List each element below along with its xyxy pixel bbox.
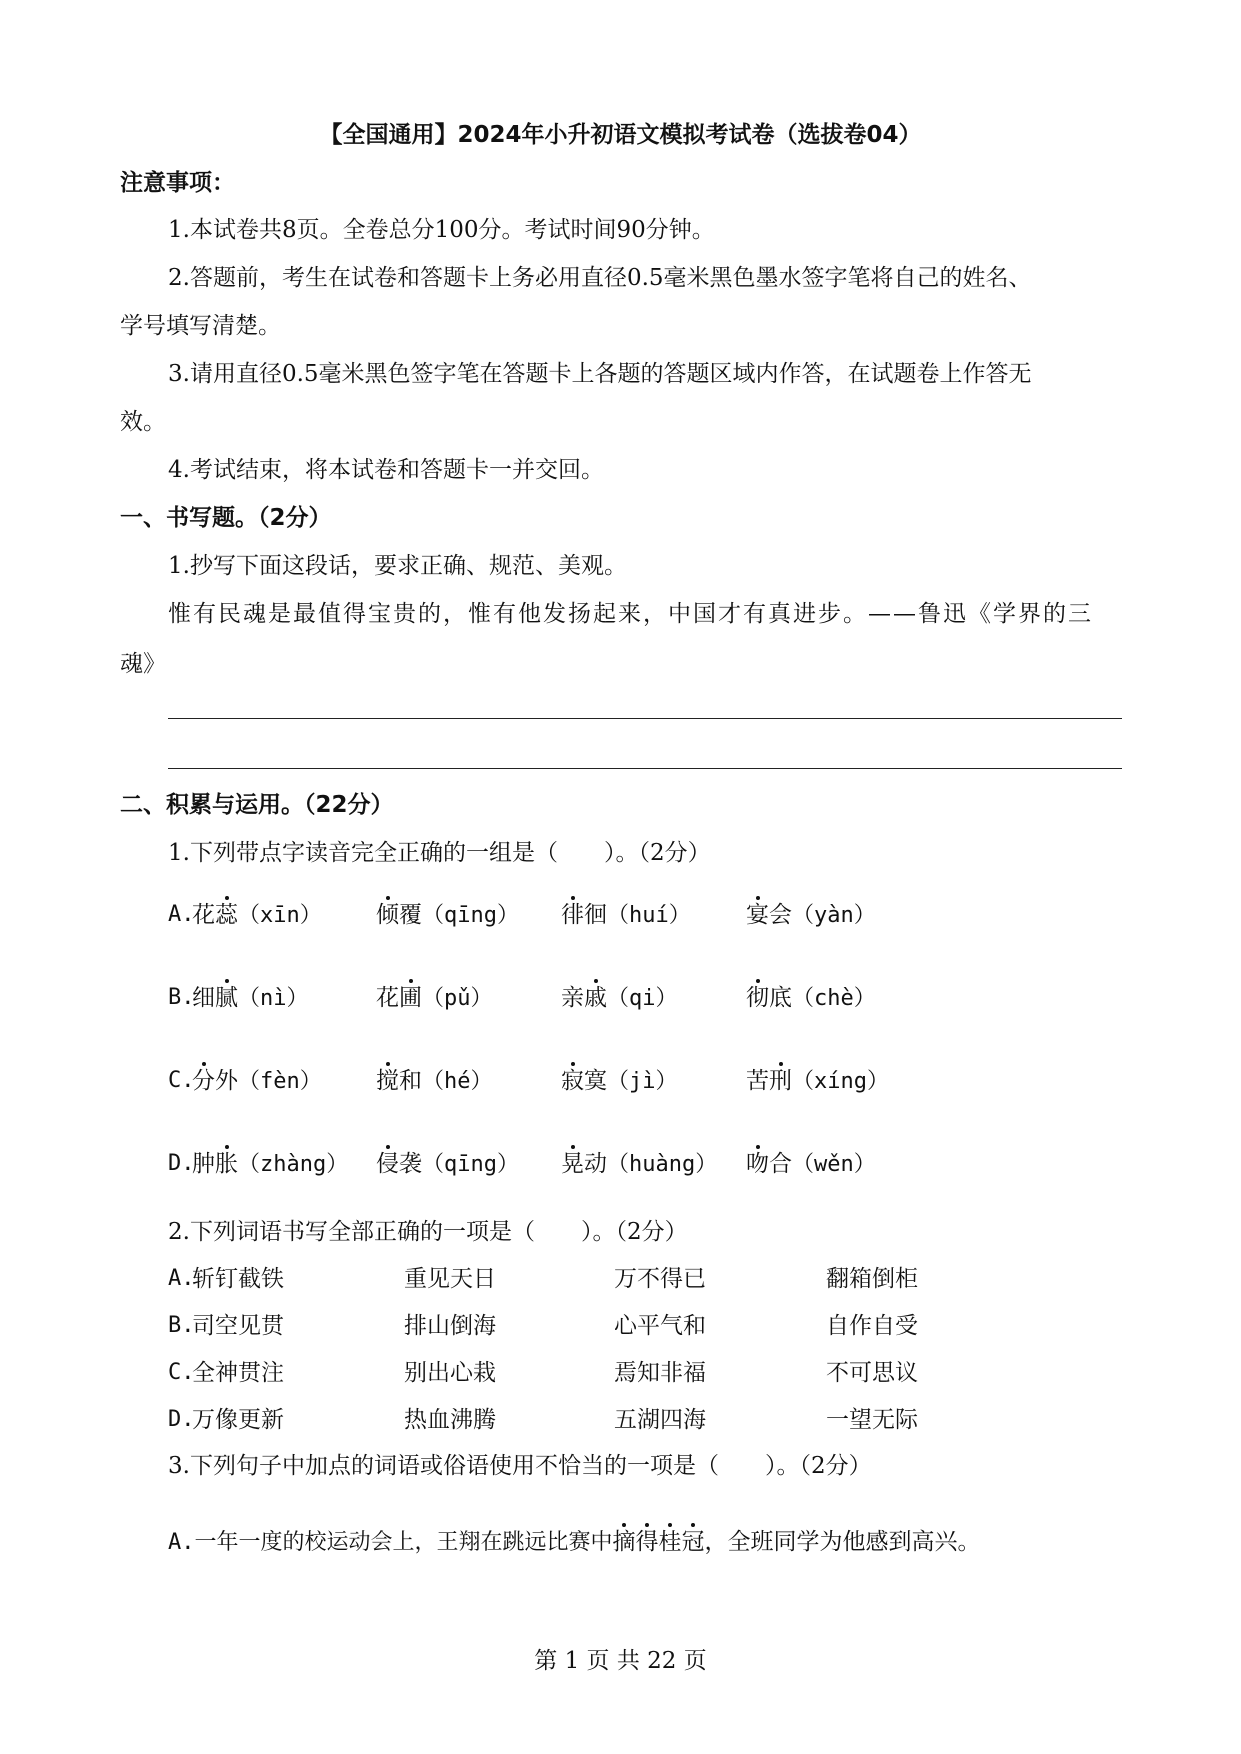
q2-option-word: 斩钉截铁 — [192, 1266, 284, 1292]
q2-option-word: 热血沸腾 — [404, 1407, 496, 1433]
pinyin: （jì） — [607, 1069, 678, 1094]
q3-stem: 3.下列句子中加点的词语或俗语使用不恰当的一项是（ ）。（2分） — [168, 1453, 872, 1479]
pinyin: （fèn） — [238, 1069, 322, 1094]
dotted-char: 胀 — [215, 1151, 238, 1177]
q2-option-letter: B. — [168, 1313, 195, 1338]
q1-option-item — [192, 983, 309, 1014]
pinyin: （chè） — [792, 986, 876, 1011]
dotted-char: 倾 — [376, 902, 399, 928]
q1-option-letter: B. — [168, 985, 195, 1010]
item-char: 外 — [215, 1068, 238, 1094]
item-char: 亲 — [561, 985, 584, 1011]
dotted-char: 宴 — [746, 902, 769, 928]
q1-option-letter: C. — [168, 1068, 195, 1093]
dotted-char: 侵 — [376, 1151, 399, 1177]
dotted-char: 得 — [635, 1529, 659, 1555]
q1-option-item — [376, 900, 519, 931]
q1-option-item — [746, 1066, 889, 1097]
pinyin: （xīn） — [238, 903, 322, 928]
q2-option-word: 焉知非福 — [614, 1360, 706, 1386]
item-char: 和 — [399, 1068, 422, 1094]
q2-option-word: 排山倒海 — [404, 1313, 496, 1339]
pinyin: （wěn） — [792, 1152, 876, 1177]
dotted-char: 搅 — [376, 1068, 399, 1094]
q1-option-item — [561, 900, 691, 931]
pinyin: （yàn） — [792, 903, 876, 928]
item-char: 底 — [769, 985, 792, 1011]
q2-option-word: 五湖四海 — [614, 1407, 706, 1433]
q1-option-item — [376, 1149, 519, 1180]
q2-option-word: 重见天日 — [404, 1266, 496, 1292]
q2-option-word: 全神贯注 — [192, 1360, 284, 1386]
writing-line-1 — [168, 718, 1122, 719]
q2-option-word: 自作自受 — [826, 1313, 918, 1339]
q2-option-letter: D. — [168, 1407, 195, 1432]
q2-option-word: 别出心栽 — [404, 1360, 496, 1386]
item-char: 肿 — [192, 1151, 215, 1177]
q1-option-item — [376, 983, 493, 1014]
pinyin: （pǔ） — [422, 986, 493, 1011]
pinyin: （qīng） — [422, 1152, 519, 1177]
notice-heading: 注意事项： — [120, 170, 235, 196]
q2-option-word: 万像更新 — [192, 1407, 284, 1433]
q1-option-item — [746, 900, 876, 931]
item-char: 细 — [192, 985, 215, 1011]
q1-option-item — [376, 1066, 493, 1097]
item-char: 动 — [584, 1151, 607, 1177]
dotted-char: 圃 — [399, 985, 422, 1011]
item-char: 花 — [192, 902, 215, 928]
q3-option-a-dotted — [613, 1529, 705, 1555]
q2-stem: 2.下列词语书写全部正确的一项是（ ）。（2分） — [168, 1219, 688, 1245]
dotted-char: 彻 — [746, 985, 769, 1011]
q2-option-word: 司空见贯 — [192, 1313, 284, 1339]
notice-item-2-cont: 学号填写清楚。 — [120, 313, 281, 339]
dotted-char: 摘 — [612, 1529, 636, 1555]
pinyin: （huàng） — [607, 1152, 718, 1177]
notice-item-2: 2.答题前，考生在试卷和答题卡上务必用直径0.5毫米黑色墨水签字笔将自己的姓名、 — [168, 265, 1032, 291]
pinyin: （hé） — [422, 1069, 493, 1094]
pinyin: （xíng） — [792, 1069, 889, 1094]
dotted-char: 吻 — [746, 1151, 769, 1177]
section2-heading: 二、积累与运用。（22分） — [120, 792, 394, 818]
quote-line-1: 惟有民魂是最值得宝贵的，惟有他发扬起来，中国才有真进步。——鲁迅《学界的三 — [168, 601, 1093, 627]
notice-item-3-cont: 效。 — [120, 409, 166, 435]
page-footer: 第 1 页 共 22 页 — [534, 1648, 707, 1674]
q3-option-a-pre: A.一年一度的校运动会上，王翔在跳远比赛中 — [168, 1530, 613, 1555]
q2-option-letter: C. — [168, 1360, 195, 1385]
section1-question-1: 1.抄写下面这段话，要求正确、规范、美观。 — [168, 553, 627, 579]
dotted-char: 寂 — [561, 1068, 584, 1094]
item-char: 袭 — [399, 1151, 422, 1177]
dotted-char: 分 — [192, 1068, 215, 1094]
item-char: 覆 — [399, 902, 422, 928]
dotted-char: 桂 — [658, 1529, 682, 1555]
q1-option-item — [746, 983, 876, 1014]
item-char: 花 — [376, 985, 399, 1011]
item-char: 寞 — [584, 1068, 607, 1094]
q1-option-item — [192, 900, 322, 931]
dotted-char: 蕊 — [215, 902, 238, 928]
q2-option-word: 翻箱倒柜 — [826, 1266, 918, 1292]
quote-line-2: 魂》 — [120, 651, 166, 677]
dotted-char: 刑 — [769, 1068, 792, 1094]
section1-heading: 一、书写题。（2分） — [120, 505, 332, 531]
dotted-char: 腻 — [215, 985, 238, 1011]
q2-option-letter: A. — [168, 1266, 195, 1291]
q1-option-item — [561, 983, 678, 1014]
dotted-char: 徘 — [561, 902, 584, 928]
q2-option-word: 万不得已 — [614, 1266, 706, 1292]
pinyin: （nì） — [238, 986, 309, 1011]
item-char: 会 — [769, 902, 792, 928]
q2-option-word: 心平气和 — [614, 1313, 706, 1339]
q3-option-a — [168, 1527, 981, 1558]
q2-option-word: 一望无际 — [826, 1407, 918, 1433]
notice-item-1: 1.本试卷共8页。全卷总分100分。考试时间90分钟。 — [168, 217, 715, 243]
q3-option-a-post: ，全班同学为他感到高兴。 — [704, 1529, 981, 1555]
q1-option-letter: D. — [168, 1151, 195, 1176]
q1-option-item — [192, 1066, 322, 1097]
item-char: 合 — [769, 1151, 792, 1177]
page-title: 【全国通用】2024年小升初语文模拟考试卷（选拔卷04） — [319, 122, 922, 148]
q1-option-letter: A. — [168, 902, 195, 927]
notice-item-3: 3.请用直径0.5毫米黑色签字笔在答题卡上各题的答题区域内作答，在试题卷上作答无 — [168, 361, 1032, 387]
dotted-char: 晃 — [561, 1151, 584, 1177]
item-char: 苦 — [746, 1068, 769, 1094]
pinyin: （zhàng） — [238, 1152, 349, 1177]
pinyin: （qi） — [607, 986, 678, 1011]
writing-line-2 — [168, 768, 1122, 769]
q1-stem: 1.下列带点字读音完全正确的一组是（ ）。（2分） — [168, 840, 711, 866]
pinyin: （huí） — [607, 903, 691, 928]
q1-option-item — [192, 1149, 348, 1180]
pinyin: （qīng） — [422, 903, 519, 928]
notice-item-4: 4.考试结束，将本试卷和答题卡一并交回。 — [168, 457, 604, 483]
dotted-char: 冠 — [681, 1529, 705, 1555]
q1-option-item — [561, 1149, 717, 1180]
dotted-char: 戚 — [584, 985, 607, 1011]
q1-option-item — [561, 1066, 678, 1097]
q2-option-word: 不可思议 — [826, 1360, 918, 1386]
item-char: 徊 — [584, 902, 607, 928]
q1-option-item — [746, 1149, 876, 1180]
